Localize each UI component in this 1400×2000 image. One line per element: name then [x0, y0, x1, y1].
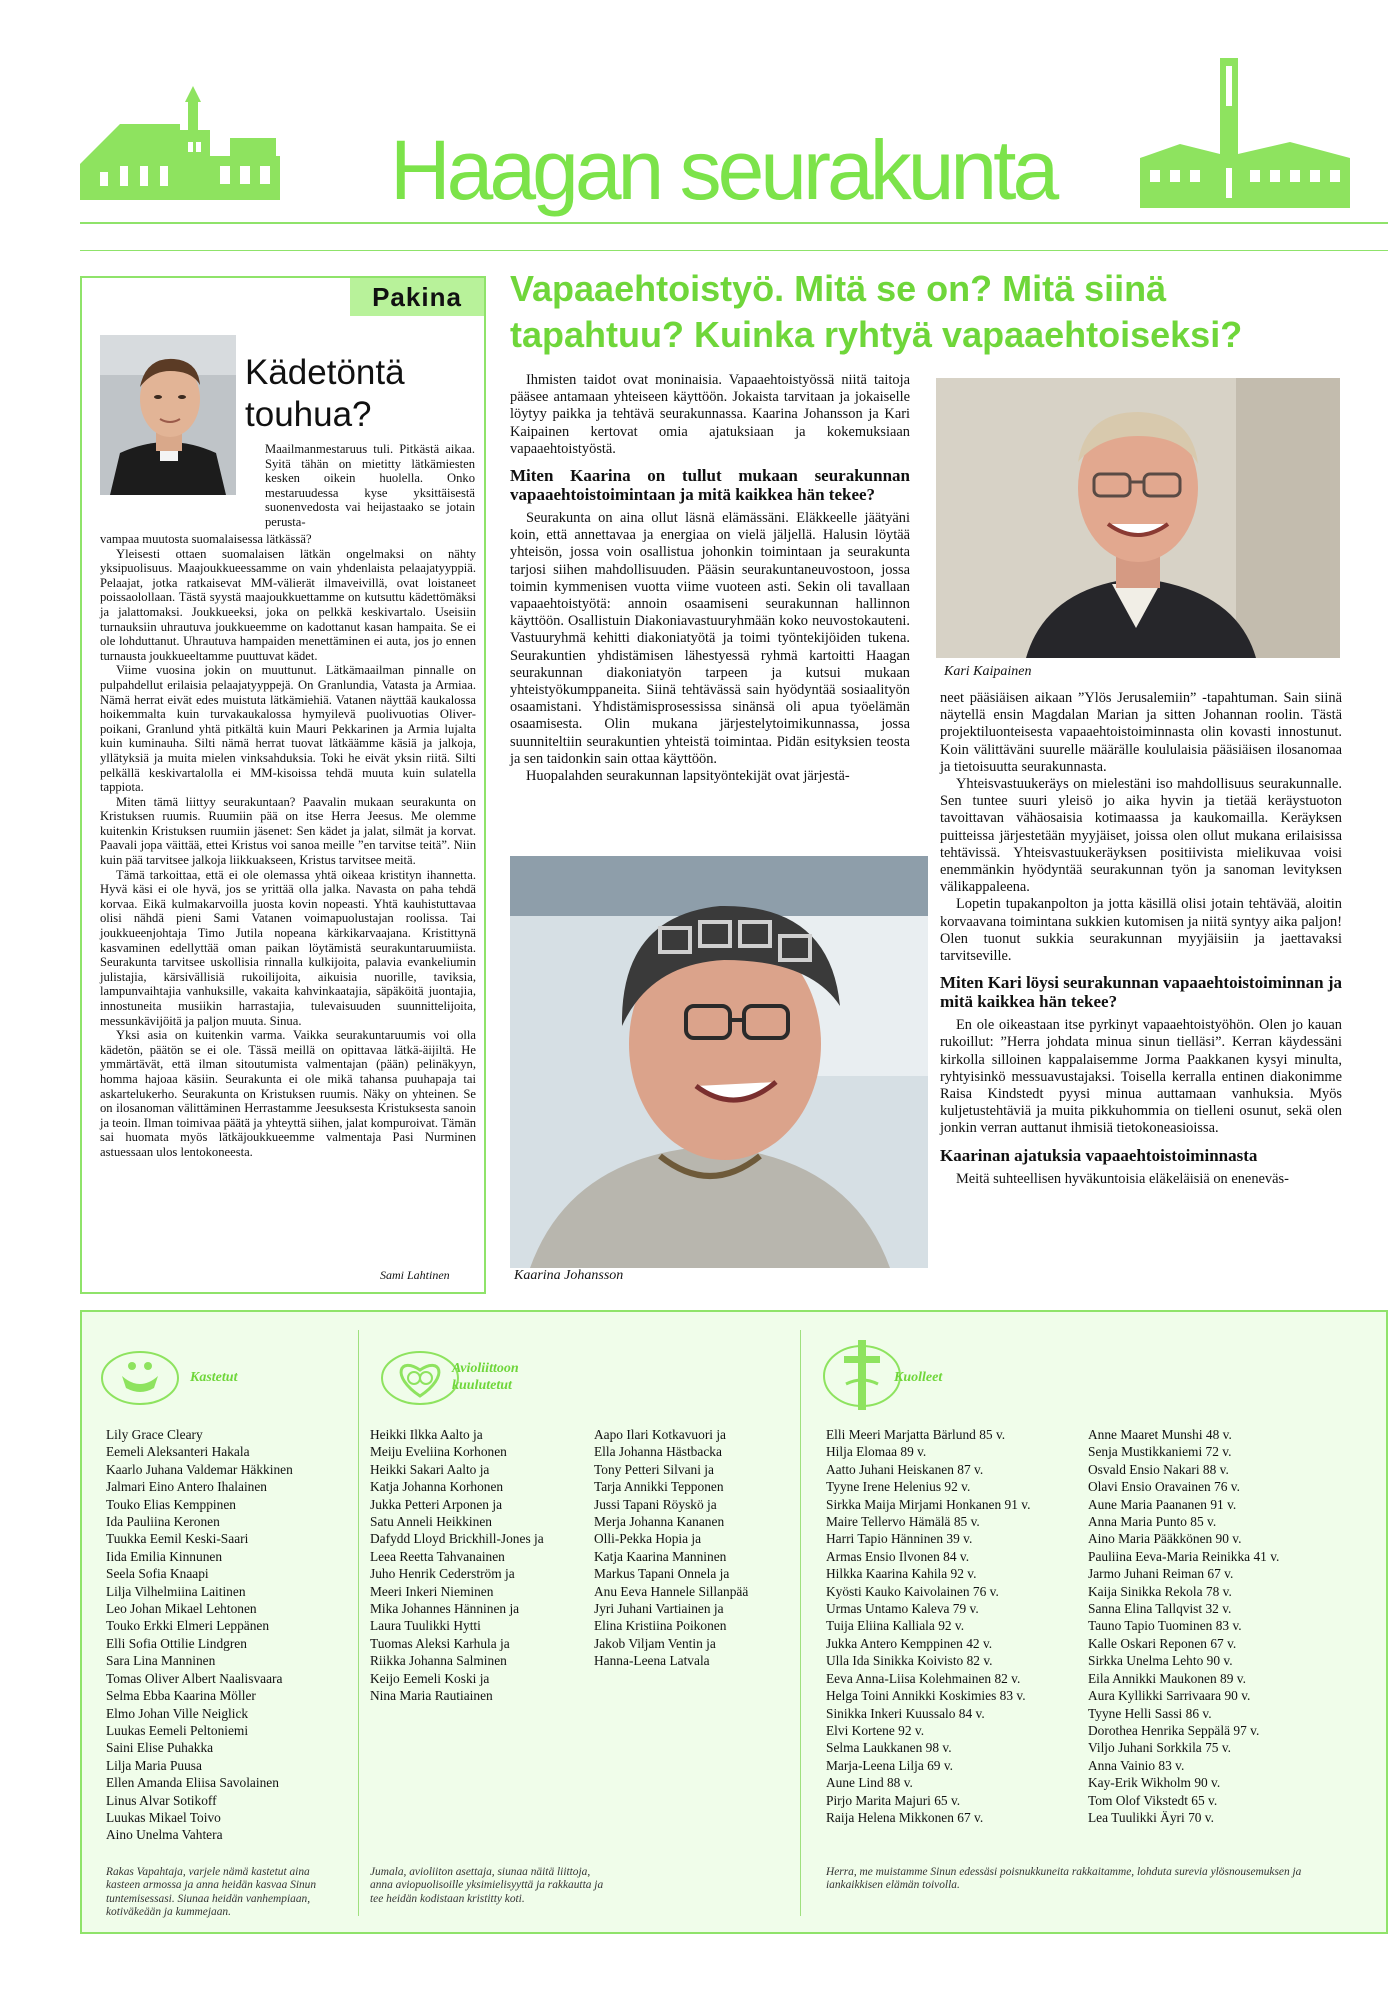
marriage-name: Tony Petteri Silvani ja [594, 1461, 714, 1477]
deceased-name: Kaija Sinikka Rekola 78 v. [1088, 1583, 1232, 1599]
answer-kaarina-thoughts: Meitä suhteellisen hyväkuntoisia eläkeläisiä on eneneväs- [956, 1170, 1289, 1187]
marriage-name: Merja Johanna Kananen [594, 1514, 725, 1530]
deceased-name: Pirjo Marita Majuri 65 v. [826, 1792, 961, 1808]
marriage-name: Heikki Sakari Aalto ja [370, 1461, 490, 1477]
deceased-name: Sirkka Unelma Lehto 90 v. [1088, 1653, 1233, 1669]
marriage-name: Jakob Viljam Ventin ja [594, 1635, 716, 1651]
marriage-name: Anu Eeva Hannele Sillanpää [594, 1583, 749, 1599]
baptism-icon [100, 1346, 180, 1406]
baptized-name: Lily Grace Cleary [106, 1427, 203, 1442]
marriage-name: Jussi Tapani Röyskö ja [594, 1496, 717, 1512]
baptized-name: Iida Emilia Kinnunen [106, 1548, 223, 1564]
marriage-name: Aapo Ilari Kotkavuori ja [594, 1427, 727, 1442]
pakina-body [100, 532, 476, 1160]
pakina-paragraph: Yleisesti ottaen suomalaisen lätkän ongelmaksi on nähty yksipuolisuus. Maajoukkueessamme on vain yhdenlaista pelaajatyyppiä. Pelaajat, jotka ratkaisevat MM-välierät ilmaveivillä, ovat loistaneet poissaolollaan. Tästä syystä maajoukkuettamme on kutsuttu kädettömäksi ja jalattomaksi. Joukkueeksi, joka on pelkkä keskivartalo. Useisiin turnauksiin uhrautuva joukkueemme on kadottanut kasan hampaita. Se ei ole lohduttanut. Uhrautuva hampaiden menettäminen ei auta, jos jo ennen turnausta joukkueeltamme puuttuvat kädet. [100, 546, 476, 663]
marriage-name: Katja Johanna Korhonen [370, 1479, 504, 1495]
marriage-name: Olli-Pekka Hopia ja [594, 1531, 702, 1547]
question-kaarina: Miten Kaarina on tullut mukaan seurakunnan vapaaehtoistoimintaan ja mitä kaikkea hän tekee? [510, 466, 910, 505]
baptized-name: Sara Lina Manninen [106, 1653, 216, 1669]
prayer-avioliitto: Jumala, avioliiton asettaja, siunaa näitä liittoja, anna aviopuolisoille yksimielisyyttä ja rakkautta ja tee heidän kodistaan kristitty koti. [370, 1866, 604, 1905]
baptized-name: Eemeli Aleksanteri Hakala [106, 1444, 250, 1460]
deceased-name: Tyyne Helli Sassi 86 v. [1088, 1705, 1212, 1721]
church-right-illustration [1140, 58, 1350, 208]
marriage-name: Keijo Eemeli Koski ja [370, 1670, 490, 1686]
article-column-2 [940, 690, 1342, 1188]
baptized-name: Lilja Vilhelmiina Laitinen [106, 1583, 246, 1599]
answer-kaarina-col2: neet pääsiäisen aikaan ”Ylös Jerusalemiin” -tapahtuman. Sain siinä näytellä ensin Magdalan Marian ja sitten Johannan roolin. Tästä projektiluonteisesta vapaaehtoistoiminnasta olin kovasti innostunut. Koin välittäväni suurelle määrälle koululaisia pääsiäisen ilosanomaa ja tietoisuutta seurakunnasta. [940, 690, 1342, 775]
marriage-name: Nina Maria Rautiainen [370, 1688, 493, 1704]
pakina-signature: Sami Lahtinen [380, 1268, 450, 1282]
marriage-name: Meeri Inkeri Nieminen [370, 1583, 494, 1599]
answer-kaarina-sukat: Lopetin tupakanpolton ja jotta käsillä olisi jotain tehtävää, aloitin korvaavana toimintana sukkien kutomisen ja niitä syntyy aika paljon! Olen tuonut sukkia seurakunnan myyjäisiin ja jaettavaksi tarvitseville. [940, 896, 1342, 965]
kuolleet-heading: Kuolleet [894, 1370, 943, 1385]
deceased-name: Armas Ensio Ilvonen 84 v. [826, 1548, 970, 1564]
deceased-name: Ulla Ida Sinikka Koivisto 82 v. [826, 1653, 993, 1669]
deceased-name: Sirkka Maija Mirjami Honkanen 91 v. [826, 1496, 1031, 1512]
deceased-name: Jarmo Juhani Reiman 67 v. [1088, 1566, 1234, 1582]
avioliitto-list-1 [370, 1426, 580, 1705]
deceased-cross-icon [822, 1336, 902, 1412]
deceased-name: Hilkka Kaarina Kahila 92 v. [826, 1566, 977, 1582]
caption-kari: Kari Kaipainen [944, 664, 1032, 679]
deceased-name: Olavi Ensio Oravainen 76 v. [1088, 1479, 1240, 1495]
baptized-name: Luukas Eemeli Peltoniemi [106, 1722, 249, 1738]
marriage-name: Tarja Annikki Tepponen [594, 1479, 724, 1495]
article-intro: Ihmisten taidot ovat moninaisia. Vapaaehtoistyössä niitä taitoja pääsee antamaan yhteiseen käyttöön. Jokaista tarvitaan ja jokaiselle löytyy paikka ja tehtävä seurakunnassa. Kaarina Johansson ja Kari Kaipainen kertovat omia ajatuksiaan ja kokemuksiaan vapaaehtoistyöstä. [510, 372, 910, 457]
baptized-name: Touko Elias Kemppinen [106, 1496, 236, 1512]
deceased-name: Harri Tapio Hänninen 39 v. [826, 1531, 973, 1547]
deceased-name: Raija Helena Mikkonen 67 v. [826, 1809, 984, 1825]
marriage-name: Leea Reetta Tahvanainen [370, 1548, 505, 1564]
deceased-name: Eila Annikki Maukonen 89 v. [1088, 1670, 1246, 1686]
notice-divider [800, 1330, 801, 1916]
baptized-name: Elli Sofia Ottilie Lindgren [106, 1635, 247, 1651]
deceased-name: Hilja Elomaa 89 v. [826, 1444, 927, 1460]
marriage-name: Meiju Eveliina Korhonen [370, 1444, 507, 1460]
deceased-name: Osvald Ensio Nakari 88 v. [1088, 1461, 1229, 1477]
baptized-name: Jalmari Eino Antero Ihalainen [106, 1479, 268, 1495]
baptized-name: Kaarlo Juhana Valdemar Häkkinen [106, 1461, 293, 1477]
baptized-name: Luukas Mikael Toivo [106, 1809, 221, 1825]
deceased-name: Viljo Juhani Sorkkila 75 v. [1088, 1740, 1232, 1756]
kuolleet-list-2 [1088, 1426, 1378, 1826]
deceased-name: Sinikka Inkeri Kuussalo 84 v. [826, 1705, 985, 1721]
prayer-kastetut: Rakas Vapahtaja, varjele nämä kastetut aina kasteen armossa ja anna heidän kasvaa Sinun tuntemisessasi. Siunaa heidän vanhempiaan, kotiväkeään ja kummejaan. [106, 1866, 317, 1919]
photo-kaarina-johansson [510, 856, 928, 1268]
deceased-name: Marja-Leena Lilja 69 v. [826, 1757, 954, 1773]
deceased-name: Aune Maria Paananen 91 v. [1088, 1496, 1237, 1512]
deceased-name: Aatto Juhani Heiskanen 87 v. [826, 1461, 984, 1477]
deceased-name: Pauliina Eeva-Maria Reinikka 41 v. [1088, 1548, 1280, 1564]
pakina-paragraph: Miten tämä liittyy seurakuntaan? Paavalin mukaan seurakunta on Kristuksen ruumis. Ruumiin pää on itse Herra Jeesus. Me olemme kuitenkin Kristuksen ruumiin jäsenet: Sen kädet ja jalat, silmät ja korvat. Paavali jopa väittää, ettei Kristus voi sanoa meille ”en tarvitse teitä”. Niin kuin pää tarvitsee jalkoja liikkuakseen, Kristus tarvitsee meitä. [100, 794, 476, 868]
baptized-name: Selma Ebba Kaarina Möller [106, 1688, 256, 1704]
marriage-name: Heikki Ilkka Aalto ja [370, 1427, 483, 1442]
deceased-name: Lea Tuulikki Äyri 70 v. [1088, 1809, 1214, 1825]
pakina-paragraph: Viime vuosina jokin on muuttunut. Lätkämaailman pinnalle on pulpahdellut erilaisia pelaajatyyppejä. On Granlundia, Vatasta ja Armiaa. Nämä herrat eivät edes muistuta lätkämiehiä. Vatanen näyttää kaukalossa hoikemmalta kuin turvakaukalossa hymyilevä puolivuotias Oliver-poikani, Granlund yhtä pitkältä kuin Mauri Pekkarinen ja Armia lujalta kuin kuminauha. Silti nämä herrat tuovat lätkäämme käsiä ja jalkoja, yllätyksiä ja muita mielen vinksahduksia. Toki he eivät yksin riitä. Silti pelkällä keskivartalolla ei MM-kisoissa tehdä muuta kuin sulatella tappiota. [100, 663, 476, 795]
marriage-name: Mika Johannes Hänninen ja [370, 1601, 520, 1617]
question-kari: Miten Kari löysi seurakunnan vapaaehtoistoiminnan ja mitä kaikkea hän tekee? [940, 973, 1342, 1012]
marriage-name: Markus Tapani Onnela ja [594, 1566, 730, 1582]
deceased-name: Aune Lind 88 v. [826, 1775, 913, 1791]
kuolleet-list-1 [826, 1426, 1082, 1826]
marriage-name: Jyri Juhani Vartiainen ja [594, 1601, 724, 1617]
marriage-icon [380, 1346, 460, 1406]
avioliitto-list-2 [594, 1426, 794, 1670]
deceased-name: Helga Toini Annikki Koskimies 83 v. [826, 1688, 1026, 1704]
article-headline: Vapaaehtoistyö. Mitä se on? Mitä siinä tapahtuu? Kuinka ryhtyä vapaaehtoiseksi? [510, 268, 1243, 355]
deceased-name: Sanna Elina Tallqvist 32 v. [1088, 1601, 1232, 1617]
answer-kaarina-cont: Huopalahden seurakunnan lapsityöntekijät ovat järjestä- [526, 768, 850, 785]
article-column-1 [510, 372, 910, 785]
avioliitto-heading: Avioliittoon kuulutetut [452, 1361, 519, 1393]
kastetut-heading: Kastetut [190, 1370, 238, 1385]
deceased-name: Anna Vainio 83 v. [1088, 1757, 1185, 1773]
deceased-name: Tauno Tapio Tuominen 83 v. [1088, 1618, 1242, 1634]
deceased-name: Kalle Oskari Reponen 67 v. [1088, 1635, 1237, 1651]
deceased-name: Urmas Untamo Kaleva 79 v. [826, 1601, 979, 1617]
baptized-name: Aino Unelma Vahtera [106, 1827, 223, 1843]
baptized-name: Lilja Maria Puusa [106, 1757, 202, 1773]
deceased-name: Eeva Anna-Liisa Kolehmainen 82 v. [826, 1670, 1021, 1686]
deceased-name: Tuija Eliina Kalliala 92 v. [826, 1618, 965, 1634]
pakina-tag: Pakina [350, 278, 484, 316]
notice-divider [358, 1330, 359, 1916]
pakina-paragraph: vampaa muutosta suomalaisessa lätkässä? [100, 532, 312, 546]
baptized-name: Ida Pauliina Keronen [106, 1514, 220, 1530]
deceased-name: Maire Tellervo Hämälä 85 v. [826, 1514, 980, 1530]
deceased-name: Elvi Kortene 92 v. [826, 1722, 925, 1738]
answer-kari: En ole oikeastaan itse pyrkinyt vapaaehtoistyöhön. Olen jo kauan rukoillut: ”Herra johdata minua sinun tielläsi”. Kerran käydessäni kirkolla silloinen kappalaisemme Jorma Paakkanen kysyi minulta, ryhtyisinkö messuavustajaksi. Toisella kerralla entinen diakonimme Raisa Kindstedt pyysi minua auttamaan vanhuksia. Myös kuljetustehtäviä ja muita pikkuhommia on tielleni osunut, sekä olen jonkin verran auttanut ihmisiä tietokoneasioissa. [940, 1017, 1342, 1137]
marriage-name: Satu Anneli Heikkinen [370, 1514, 492, 1530]
baptized-name: Leo Johan Mikael Lehtonen [106, 1601, 257, 1617]
baptized-name: Ellen Amanda Eliisa Savolainen [106, 1775, 279, 1791]
pakina-lead: Maailmanmestaruus tuli. Pitkästä aikaa. Syitä tähän on mietitty lätkämiesten kesken oikein huolella. Onko mestaruudessa kyse yksittäisestä suonenvedosta vai heijastaako se jotain perusta- [265, 442, 475, 529]
masthead-rule-top [80, 222, 1388, 224]
kastetut-list [106, 1426, 354, 1844]
deceased-name: Anna Maria Punto 85 v. [1088, 1514, 1217, 1530]
baptized-name: Linus Alvar Sotikoff [106, 1792, 217, 1808]
masthead-title: Haagan seurakunta [390, 123, 1056, 217]
marriage-name: Dafydd Lloyd Brickhill-Jones ja [370, 1531, 544, 1547]
baptized-name: Touko Erkki Elmeri Leppänen [106, 1618, 270, 1634]
deceased-name: Tyyne Irene Helenius 92 v. [826, 1479, 971, 1495]
deceased-name: Elli Meeri Marjatta Bärlund 85 v. [826, 1427, 1006, 1442]
deceased-name: Anne Maaret Munshi 48 v. [1088, 1427, 1232, 1442]
pakina-paragraph: Yksi asia on kuitenkin varma. Vaikka seurakuntaruumis voi olla kädetön, päätön se ei ole. Tässä meillä on opittavaa lätkä-äijiltä. He ymmärtävät, että ilman sitoutumista valmentajan (pään) pelinäkyyn, homma hajoaa käsiin. Seurakunta ei ole mikä tahansa puuhapaja tai askartelukerho. Seurakunta on Kristuksen ruumis. Näky on yhteinen. Se on ilosanoman välittäminen Herrastamme Jeesuksesta Kristuksesta sanoin ja teoin. Ilman toimivaa päätä ja yhteyttä siihen, jalat kompuroivat. Tämän sai huomata myös lätkäjoukkueemme valmentaja Pasi Nurminen astuessaan ulos lentokoneesta. [100, 1028, 476, 1159]
deceased-name: Aura Kyllikki Sarrivaara 90 v. [1088, 1688, 1251, 1704]
deceased-name: Kay-Erik Wikholm 90 v. [1088, 1775, 1221, 1791]
masthead-rule-bottom [80, 250, 1388, 251]
deceased-name: Selma Laukkanen 98 v. [826, 1740, 952, 1756]
author-portrait [100, 335, 236, 495]
marriage-name: Elina Kristiina Poikonen [594, 1618, 727, 1634]
caption-kaarina: Kaarina Johansson [514, 1268, 624, 1283]
deceased-name: Dorothea Henrika Seppälä 97 v. [1088, 1722, 1260, 1738]
baptized-name: Tuukka Eemil Keski-Saari [106, 1531, 249, 1547]
deceased-name: Aino Maria Pääkkönen 90 v. [1088, 1531, 1242, 1547]
prayer-kuolleet: Herra, me muistamme Sinun edessäsi poisnukkuneita rakkaitamme, lohduta surevia ylösnousemuksen ja iankaikkisen elämän toivolla. [826, 1866, 1302, 1892]
answer-kaarina-yhteisvastuu: Yhteisvastuukeräys on mielestäni iso mahdollisuus seurakunnalle. Sen tuntee suuri yleisö jo aika hyvin ja tietää keräystuoton tavoittavan vähäosaisia kotimaassa ja kaukomailla. Keräyksen puitteissa järjestetään myyjäiset, joissa olen ollut mukana erilaisissa tehtävissä. Yhteisvastuukeräyksen positiivista mielikuvaa voisi enemmänkin hyödyntää seurakunnan työn ja sanoman levityksen välikappaleena. [940, 776, 1342, 896]
marriage-name: Hanna-Leena Latvala [594, 1653, 710, 1669]
deceased-name: Tom Olof Vikstedt 65 v. [1088, 1792, 1218, 1808]
church-left-illustration [80, 86, 280, 204]
marriage-name: Jukka Petteri Arponen ja [370, 1496, 503, 1512]
baptized-name: Elmo Johan Ville Neiglick [106, 1705, 249, 1721]
baptized-name: Tomas Oliver Albert Naalisvaara [106, 1670, 283, 1686]
pakina-title: Kädetöntä touhua? [245, 353, 405, 434]
marriage-name: Tuomas Aleksi Karhula ja [370, 1635, 510, 1651]
baptized-name: Saini Elise Puhakka [106, 1740, 214, 1756]
marriage-name: Juho Henrik Cederström ja [370, 1566, 515, 1582]
deceased-name: Senja Mustikkaniemi 72 v. [1088, 1444, 1232, 1460]
marriage-name: Katja Kaarina Manninen [594, 1548, 727, 1564]
marriage-name: Riikka Johanna Salminen [370, 1653, 507, 1669]
answer-kaarina: Seurakunta on aina ollut läsnä elämässäni. Eläkkeelle jäätyäni koin, että annettavaa ja energiaa on vielä jäljellä. Halusin löytää yhteisön, jossa voin osallistua johonkin toimintaan ja seurakunta tarjosi siihen mahdollisuuden. Pääsin seurakuntaneuvostoon, jossa toimin kymmenisen vuotta viime vuoteen asti. Sekin oli tavallaan vapaaehtoistyötä: annoin osaamiseni seurakunnan hallinnon käyttöön. Osallistuin Diakoniavastuuryhmään koko neuvostokauteni. Vastuuryhmä kehitti diakoniatyötä ja toimi työntekijöiden tukena. Seurakuntien yhdistämisen lähestyessä ryhmä kartoitti Haagan seurakunnan diakoniatyön tarpeen ja kutsui mukaan yhteistyökumppaneita. Siinä tehtävässä sain hyödyntää sosiaalityön osaamistani. Yhdistämisprosessissa sinänsä oli apua työelämän osaamisesta. Olin mukana järjestelytoimikunnassa, jossa suunniteltiin seurakuntien yhteistä toimintaa. Pidän esityksien teosta ja sen taidonkin sain ottaa käyttöön. [510, 510, 910, 767]
deceased-name: Kyösti Kauko Kaivolainen 76 v. [826, 1583, 999, 1599]
marriage-name: Ella Johanna Hästbacka [594, 1444, 722, 1460]
pakina-paragraph: Tämä tarkoittaa, että ei ole olemassa yhtä oikeaa kristityn ihannetta. Hyvä käsi ei ole hyvä, jos se yrittää olla jalka. Navasta on paha tehdä korvaa. Eikä kulmakarvoilla juosta kovin nopeasti. Yhtä kauhistuttavaa olisi nähdä pieni Sami Vatanen voimapuolustajan roolissa. Tai joukkueenjohtaja Timo Jutila nopeana kärkikarvaajana. Kristittynä kasvaminen edellyttää oman paikan löytämistä seurakuntaruumiista. Seurakunta tarvitsee uskollisia rinnalla kulkijoita, palavia evankeliumin julistajia, kärsivällisiä rukoilijoita, aikuisia nuorille, taviksia, lampunvaihtajia vanhuksille, vakaita kahvinkaatajia, säpäköitä juontajia, innostuneita musiikin harrastajia, tulevaisuuden suunnittelijoita, messunkävijöitä ja paljon muuta. Sinua. [100, 867, 476, 1028]
deceased-name: Jukka Antero Kemppinen 42 v. [826, 1635, 993, 1651]
photo-kari-kaipainen [936, 378, 1340, 658]
baptized-name: Seela Sofia Knaapi [106, 1566, 209, 1582]
marriage-name: Laura Tuulikki Hytti [370, 1618, 481, 1634]
subhead-kaarina-thoughts: Kaarinan ajatuksia vapaaehtoistoiminnasta [940, 1145, 1258, 1165]
